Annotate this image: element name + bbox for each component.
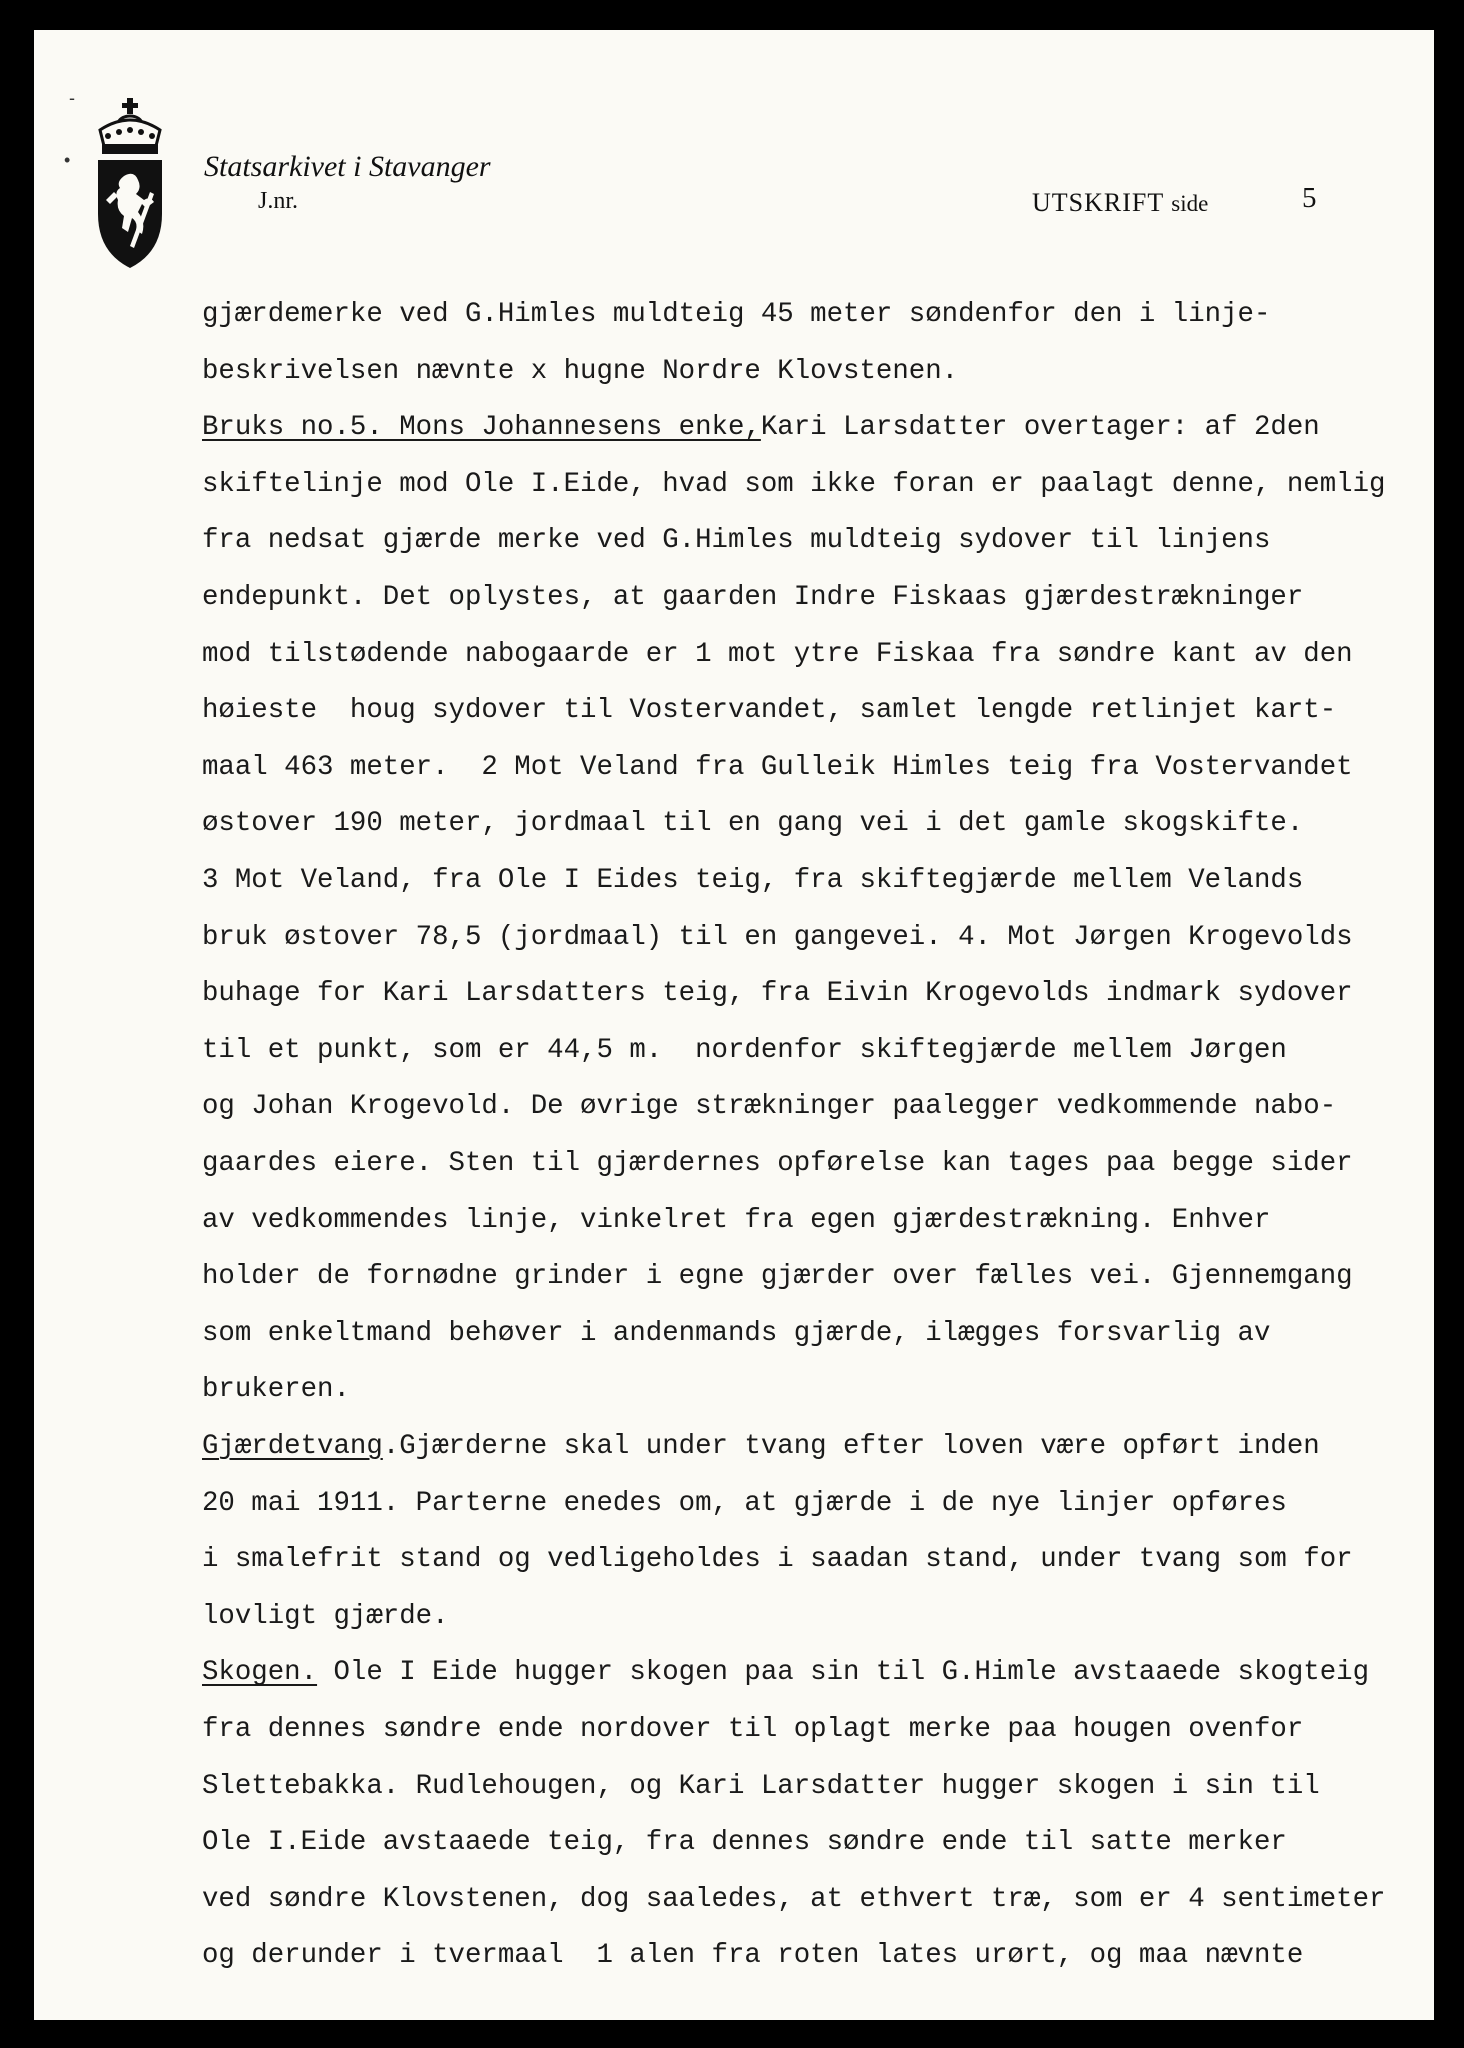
text-line — [202, 1826, 1287, 1860]
text-line — [202, 411, 1320, 445]
text-line — [202, 1883, 1385, 1917]
text-line — [202, 1090, 1336, 1124]
archive-name: Statsarkivet i Stavanger — [204, 150, 491, 183]
underlined-heading: Skogen. — [202, 1657, 318, 1689]
text-line-body: mod tilstødende nabogaarde er 1 mot ytre Fiskaa fra søndre kant av den — [202, 638, 1353, 670]
text-line — [202, 694, 1336, 728]
margin-mark: • — [64, 150, 71, 170]
text-line-body: høieste houg sydover til Vostervandet, samlet lengde retlinjet kart- — [202, 695, 1337, 727]
text-line-body: og Johan Krogevold. De øvrige strækninger paalegger vedkommende nabo- — [202, 1091, 1337, 1123]
text-line — [202, 1600, 449, 1634]
text-line — [202, 1204, 1270, 1238]
journal-number-label: J.nr. — [258, 188, 299, 214]
text-line-body: i smalefrit stand og vedligeholdes i saadan stand, under tvang som for — [202, 1544, 1353, 1576]
text-line — [202, 1147, 1353, 1181]
text-line — [202, 751, 1353, 785]
text-line-body: østover 190 meter, jordmaal til en gang vei i det gamle skogskifte. — [202, 808, 1304, 840]
text-line-body: ved søndre Klovstenen, dog saaledes, at ethvert træ, som er 4 sentimeter — [202, 1883, 1386, 1915]
text-line-body: som enkeltmand behøver i andenmands gjærde, ilægges forsvarlig av — [202, 1317, 1271, 1349]
text-line — [202, 1034, 1287, 1068]
page-number: 5 — [1302, 182, 1317, 214]
text-line — [202, 1770, 1320, 1804]
text-line-body: av vedkommendes linje, vinkelret fra egen gjærdestrækning. Enhver — [202, 1204, 1271, 1236]
text-line-body: .Gjærderne skal under tvang efter loven være opført inden — [382, 1431, 1320, 1462]
text-line — [202, 1543, 1353, 1577]
underlined-heading: Bruks no.5. Mons Johannesens enke, — [202, 412, 761, 444]
text-line — [202, 1373, 350, 1407]
text-line — [202, 298, 1270, 332]
text-line-body: Ole I.Eide avstaaede teig, fra dennes søndre ende til satte merker — [202, 1827, 1287, 1859]
text-line-body: bruk østover 78,5 (jordmaal) til en gangevei. 4. Mot Jørgen Krogevolds — [202, 921, 1353, 953]
underlined-heading: Gjærdetvang — [202, 1431, 383, 1462]
text-line — [202, 1656, 1369, 1690]
text-line — [202, 1939, 1303, 1973]
text-line-body: buhage for Kari Larsdatters teig, fra Eivin Krogevolds indmark sydover — [202, 978, 1353, 1010]
utskrift-word: UTSKRIFT — [1032, 188, 1164, 217]
text-line — [202, 977, 1353, 1011]
text-line-body: brukeren. — [202, 1374, 350, 1406]
text-line — [202, 921, 1353, 955]
side-word: side — [1171, 191, 1209, 216]
text-line — [202, 581, 1303, 615]
text-line-body: Ole I Eide hugger skogen paa sin til G.Himle avstaaede skogteig — [317, 1657, 1370, 1689]
text-line-body: Kari Larsdatter overtager: af 2den — [760, 412, 1320, 444]
text-line-body: skiftelinje mod Ole I.Eide, hvad som ikke foran er paalagt denne, nemlig — [202, 468, 1386, 500]
text-line-body: og derunder i tvermaal 1 alen fra roten lates urørt, og maa nævnte — [202, 1940, 1304, 1972]
text-line-body: gaardes eiere. Sten til gjærdernes opførelse kan tages paa begge sider — [202, 1148, 1353, 1179]
margin-mark: - — [69, 88, 75, 108]
text-line-body: lovligt gjærde. — [202, 1600, 449, 1632]
document-page — [34, 30, 1434, 2020]
text-line-body: 3 Mot Veland, fra Ole I Eides teig, fra skiftegjærde mellem Velands — [202, 865, 1304, 896]
text-line-body: endepunkt. Det oplystes, at gaarden Indre Fiskaas gjærdestrækninger — [202, 582, 1304, 613]
text-line-body: fra dennes søndre ende nordover til oplagt merke paa hougen ovenfor — [202, 1714, 1304, 1745]
text-line — [202, 355, 958, 389]
utskrift-label — [1032, 188, 1208, 218]
text-line — [202, 807, 1303, 841]
text-line — [202, 1260, 1353, 1294]
text-line — [202, 1713, 1303, 1747]
text-line-body: holder de fornødne grinder i egne gjærder over fælles vei. Gjennemgang — [202, 1261, 1353, 1293]
text-line-body: til et punkt, som er 44,5 m. nordenfor skiftegjærde mellem Jørgen — [202, 1034, 1287, 1066]
text-line-body: fra nedsat gjærde merke ved G.Himles muldteig sydover til linjens — [202, 525, 1271, 557]
text-line-body: 20 mai 1911. Parterne enedes om, at gjærde i de nye linjer opføres — [202, 1487, 1287, 1519]
text-line-body: gjærdemerke ved G.Himles muldteig 45 meter søndenfor den i linje- — [202, 299, 1271, 330]
norwegian-coat-of-arms-icon — [94, 96, 166, 272]
text-line — [202, 1487, 1287, 1521]
text-line — [202, 524, 1270, 558]
text-line — [202, 1430, 1320, 1464]
text-line-body: Slettebakka. Rudlehougen, og Kari Larsdatter hugger skogen i sin til — [202, 1770, 1320, 1802]
text-line — [202, 864, 1303, 898]
text-line-body: maal 463 meter. 2 Mot Veland fra Gulleik Himles teig fra Vostervandet — [202, 751, 1353, 783]
text-line — [202, 468, 1385, 502]
text-line-body: beskrivelsen nævnte x hugne Nordre Klovstenen. — [202, 355, 959, 387]
text-line — [202, 1317, 1270, 1351]
text-line — [202, 638, 1353, 672]
